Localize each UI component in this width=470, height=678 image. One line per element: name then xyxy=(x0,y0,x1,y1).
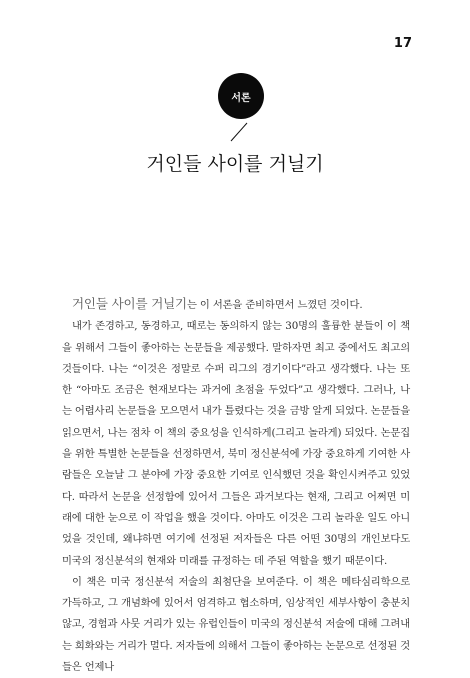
paragraph-text: 이 책은 미국 정신분석 저술의 최첨단을 보여준다. 이 책은 메타심리학으로 가득하고, 그 개념화에 있어서 엄격하고 협소하며, 임상적인 세부사항이 충분치 않고, 경험과 사뭇 거리가 있는 유럽인들이 미국의 정신분석 저술에 대해 그려내는 희화와는 거리가 멀다. 저자들에 의해서 그들이 좋아하는 논문으로 선정된 것들은 언제나 xyxy=(62,575,410,674)
paragraph-text: 는 이 서론을 준비하면서 느꼈던 것이다. xyxy=(186,299,363,311)
paragraph-lead: 거인들 사이를 거닐기 xyxy=(72,296,187,311)
chapter-badge-label: 서론 xyxy=(231,92,251,104)
paragraph xyxy=(62,293,410,316)
paragraph xyxy=(62,316,410,572)
chapter-title: 거인들 사이를 거닐기 xyxy=(146,153,324,175)
body-text xyxy=(62,293,410,678)
paragraph xyxy=(62,572,410,678)
paragraph-text: 내가 존경하고, 동경하고, 때로는 동의하지 않는 30명의 훌륭한 분들이 이 책을 위해서 그들이 좋아하는 논문들을 제공했다. 말하자면 최고 중에서도 최고의 것들이다. 나는 “이것은 정말로 수퍼 리그의 경기이다”라고 생각했다. 나는 또한 “아마도 조금은 현재보다는 과거에 초점을 두었다”고 생각했다. 그러나, 나는 어렵사리 논문들을 모으면서 내가 틀렸다는 것을 금방 알게 되었다. 논문들을 읽으면서, 나는 점차 이 책의 중요성을 인식하게(그리고 놀라게) 되었다. 논문집을 위한 특별한 논문들을 선정하면서, 북미 정신분석에 가장 중요하게 기여한 사람들은 오늘날 그 분야에 가장 중요한 기여로 인식했던 것을 확인시켜주고 있었다. 따라서 논문을 선정함에 있어서 그들은 과거보다는 현재, 그리고 어쩌면 미래에 대한 눈으로 이 작업을 했을 것이다. 아마도 이것은 그리 놀라운 일도 아니었을 것인데, 왜냐하면 여기에 선정된 저자들은 다른 어떤 30명의 개인보다도 미국의 정신분석의 현재와 미래를 규정하는 데 주된 역할을 했기 때문이다. xyxy=(62,320,410,567)
chapter-badge xyxy=(218,73,264,119)
page-number: 17 xyxy=(393,36,412,51)
slash-divider-icon xyxy=(229,122,249,142)
